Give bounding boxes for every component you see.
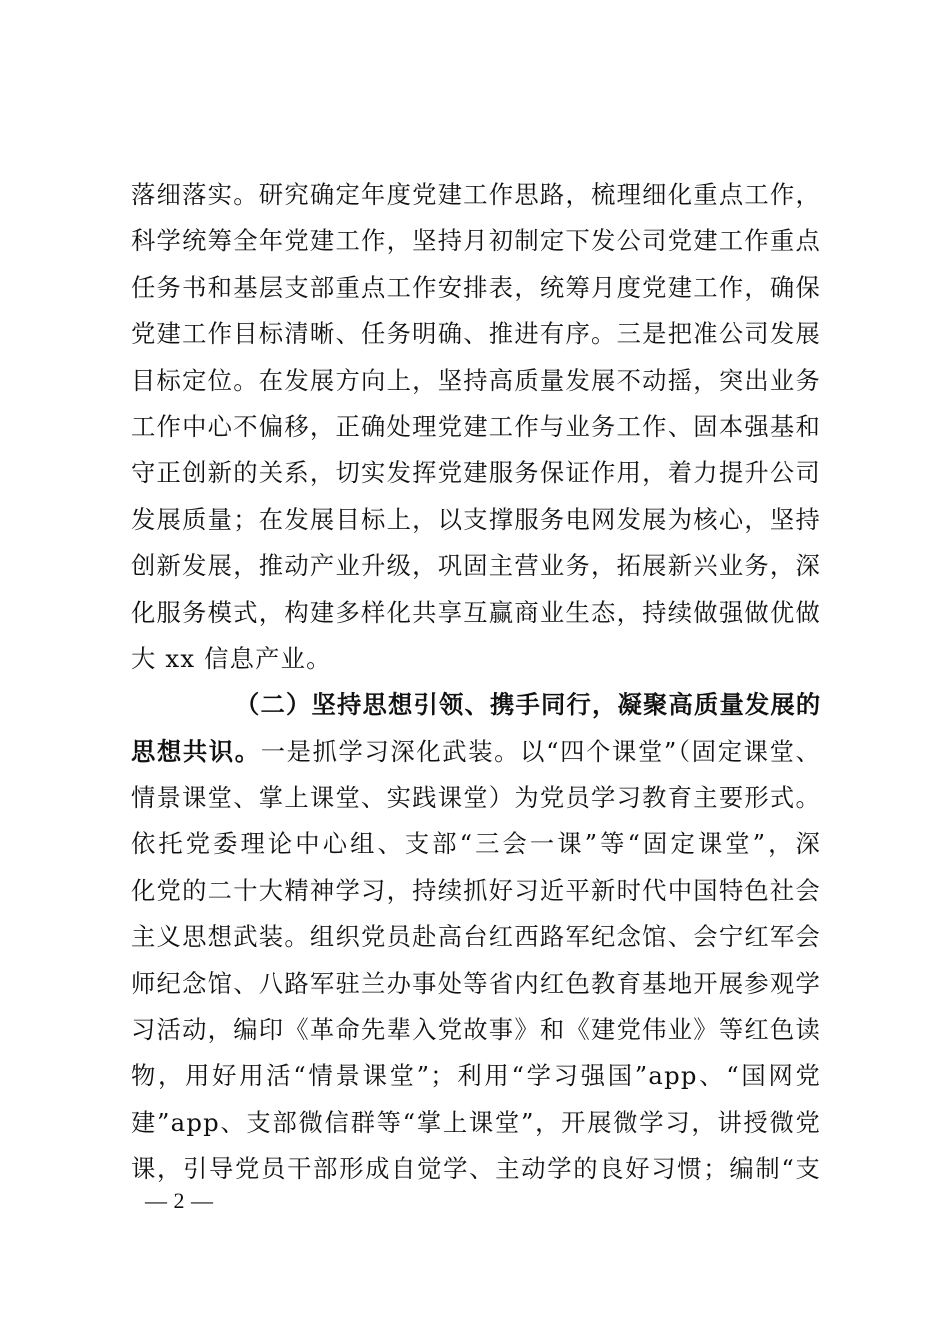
text-line-9: 创新发展，推动产业升级，巩固主营业务，拓展新兴业务，深 [131,551,821,581]
page-number: — 2 — [145,1188,214,1213]
text-line-15: 依托党委理论中心组、支部“三会一课”等“固定课堂”，深 [131,829,821,859]
text-line-17: 主义思想武装。组织党员赴高台红西路军纪念馆、会宁红军会 [131,922,821,952]
text-line-5: 目标定位。在发展方向上，坚持高质量发展不动摇，突出业务 [131,365,821,395]
text-line-6: 工作中心不偏移，正确处理党建工作与业务工作、固本强基和 [131,411,821,441]
section-text-start: 一是抓学习深化武装。以“四个课堂”（固定课堂、 [260,736,822,766]
text-line-22: 课，引导党员干部形成自觉学、主动学的良好习惯；编制“支 [131,1154,821,1184]
body-text [131,172,821,1193]
text-line-10: 化服务模式，构建多样化共享互赢商业生态，持续做强做优做 [131,597,821,627]
text-line-16: 化党的二十大精神学习，持续抓好习近平新时代中国特色社会 [131,875,821,905]
text-line-20: 物，用好用活“情景课堂”；利用“学习强国”app、“国网党 [131,1061,821,1091]
section-heading-bold-end: 思想共识。 [131,736,261,766]
text-line-1: 落细落实。研究确定年度党建工作思路，梳理细化重点工作， [131,180,821,209]
text-line-4: 党建工作目标清晰、任务明确、推进有序。三是把准公司发展 [131,319,821,349]
text-line-14: 情景课堂、掌上课堂、实践课堂）为党员学习教育主要形式。 [131,783,821,813]
section-heading-line: （二）坚持思想引领、携手同行，凝聚高质量发展的 [235,690,822,720]
text-line-11: 大 xx 信息产业。 [131,643,332,673]
section-heading-continuation [131,729,821,775]
text-line-8: 发展质量；在发展目标上，以支撑服务电网发展为核心，坚持 [131,504,821,534]
text-line-18: 师纪念馆、八路军驻兰办事处等省内红色教育基地开展参观学 [131,968,821,998]
text-line-3: 任务书和基层支部重点工作安排表，统筹月度党建工作，确保 [131,272,821,302]
text-line-7: 守正创新的关系，切实发挥党建服务保证作用，着力提升公司 [131,458,821,488]
text-line-21: 建”app、支部微信群等“掌上课堂”，开展微学习，讲授微党 [131,1107,821,1137]
text-line-19: 习活动，编印《革命先辈入党故事》和《建党伟业》等红色读 [131,1015,821,1045]
text-line-2: 科学统筹全年党建工作，坚持月初制定下发公司党建工作重点 [131,226,821,256]
